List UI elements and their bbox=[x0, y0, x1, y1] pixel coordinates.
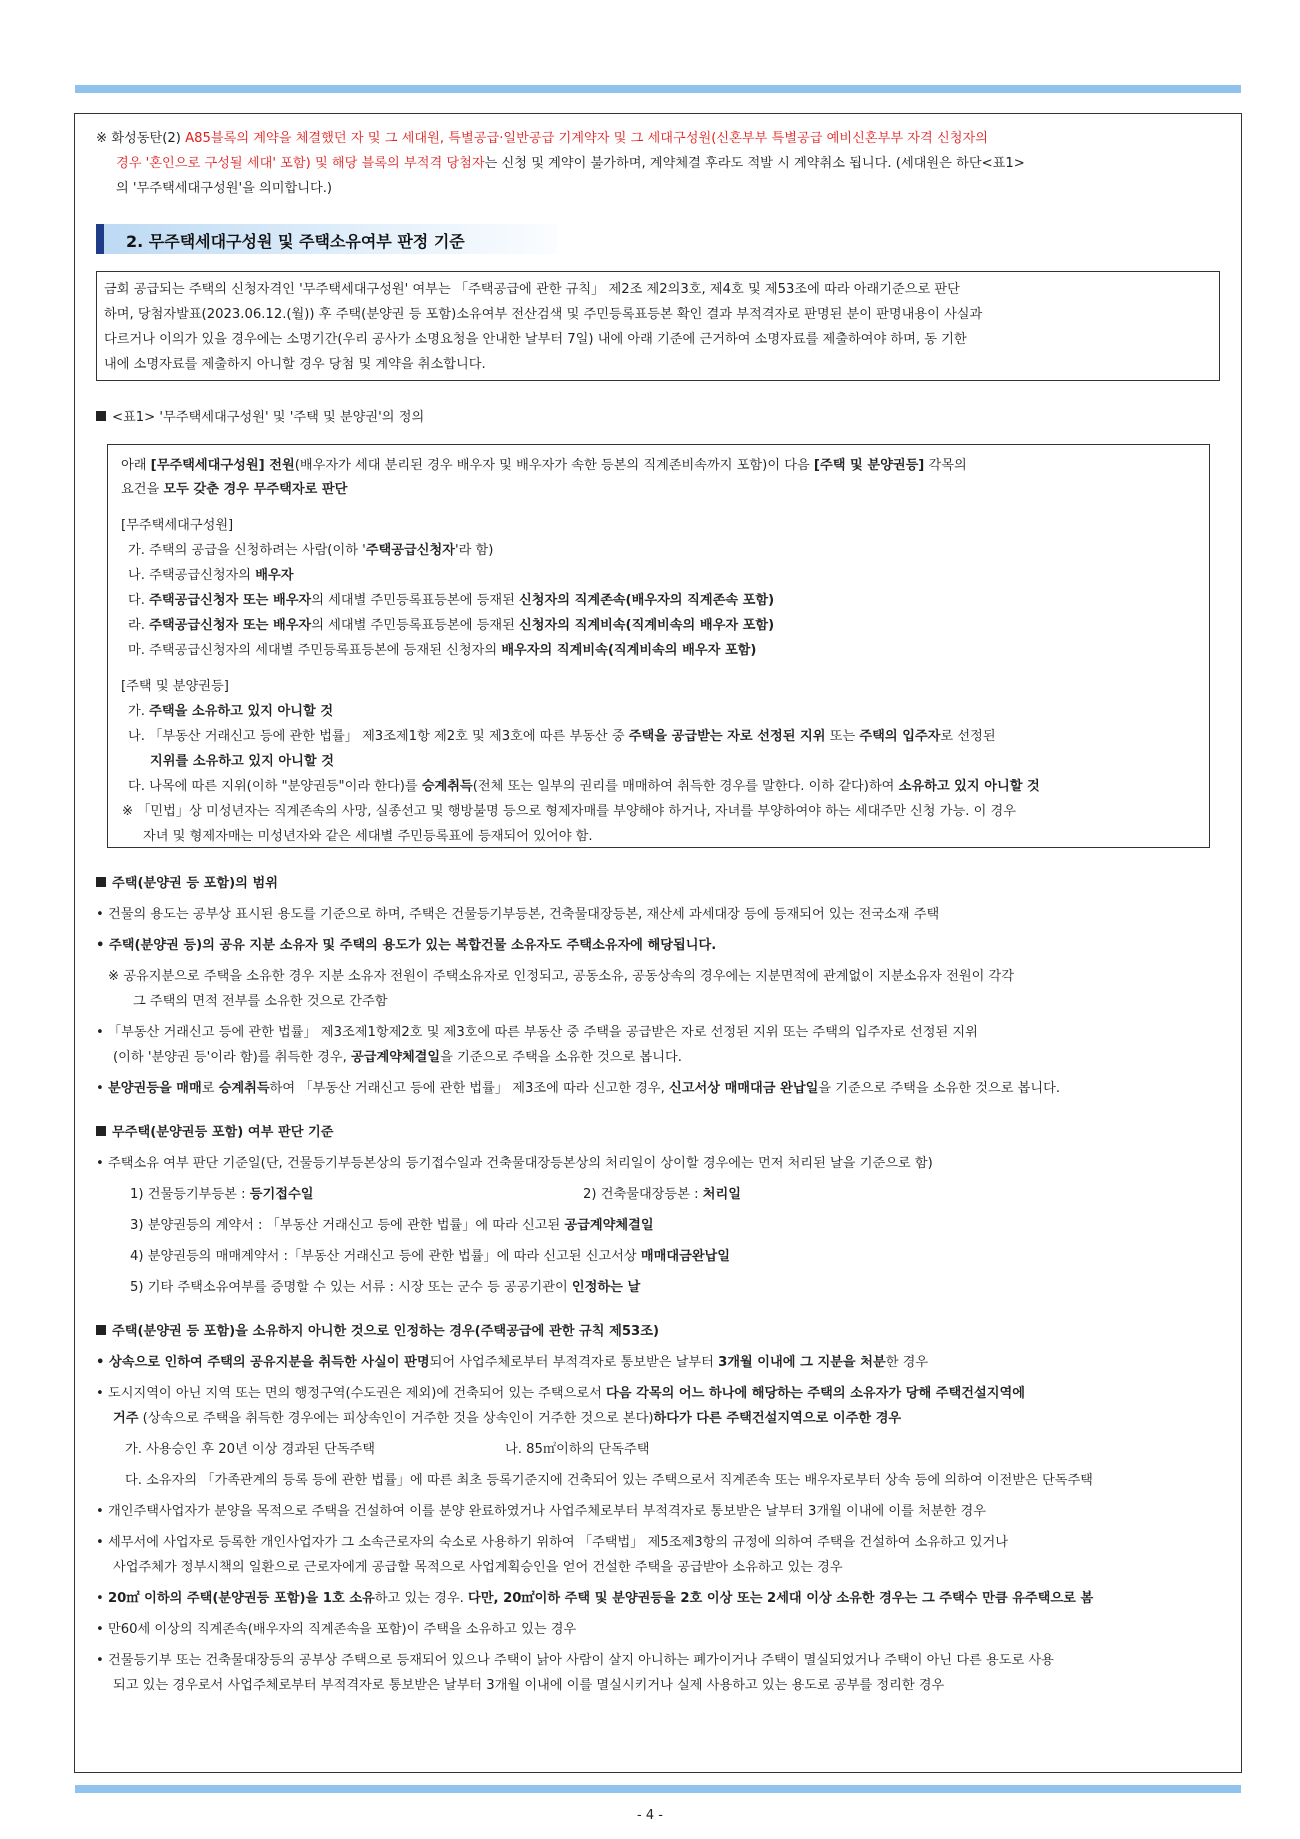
table1-subheading: [주택 및 분양권등] bbox=[121, 679, 229, 694]
notice-line-3: 의 '무주택세대구성원'을 의미합니다.) bbox=[116, 181, 333, 196]
criteria-item: 1) 건물등기부등본 : 등기접수일 bbox=[130, 1187, 314, 1202]
square-bullet-icon bbox=[96, 411, 106, 421]
exempt-bullet-cont: 사업주체가 정부시책의 일환으로 근로자에게 공급할 목적으로 사업계획승인을 얻어 건설한 주택을 공급받아 소유하고 있는 경우 bbox=[113, 1560, 843, 1575]
top-decor-bar bbox=[75, 85, 1241, 93]
criteria-bullet: • 주택소유 여부 판단 기준일(단, 건물등기부등본상의 등기접수일과 건축물대장등본상의 처리일이 상이할 경우에는 먼저 처리된 날을 기준으로 함) bbox=[96, 1156, 933, 1171]
table1-line: 요건을 모두 갖춘 경우 무주택자로 판단 bbox=[121, 482, 348, 497]
section-heading bbox=[96, 224, 558, 254]
page-number: - 4 - bbox=[637, 1808, 663, 1823]
notice-line-1: ※ 화성동탄(2) A85블록의 계약을 체결했던 자 및 그 세대원, 특별공급·일반공급 기계약자 및 그 세대구성원(신혼부부 특별공급 예비신혼부부 자격 신청자의 bbox=[96, 131, 988, 146]
bottom-decor-bar bbox=[75, 1785, 1241, 1793]
table1-item: 가. 주택을 소유하고 있지 아니할 것 bbox=[128, 704, 334, 719]
exempt-bullet: • 도시지역이 아닌 지역 또는 면의 행정구역(수도권은 제외)에 건축되어 있는 주택으로서 다음 각목의 어느 하나에 해당하는 주택의 소유자가 당해 주택건설지역에 bbox=[96, 1386, 1025, 1401]
square-bullet-icon bbox=[96, 1126, 106, 1136]
scope-bullet: • 주택(분양권 등)의 공유 지분 소유자 및 주택의 용도가 있는 복합건물 소유자도 주택소유자에 해당됩니다. bbox=[96, 938, 717, 953]
exempt-bullet-cont: 되고 있는 경우로서 사업주체로부터 부적격자로 통보받은 날부터 3개월 이내에 이를 멸실시키거나 실제 사용하고 있는 용도로 공부를 정리한 경우 bbox=[113, 1678, 945, 1693]
table1-item: 다. 나목에 따른 지위(이하 "분양권등"이라 한다)를 승계취득(전체 또는 일부의 권리를 매매하여 취득한 경우를 말한다. 이하 같다)하여 소유하고 있지 아니할 것 bbox=[128, 779, 1040, 794]
exempt-bullet: • 20㎡ 이하의 주택(분양권등 포함)을 1호 소유하고 있는 경우. 다만, 20㎡이하 주택 및 분양권등을 2호 이상 또는 2세대 이상 소유한 경우는 그 주택수 만큼 유주택으로 봄 bbox=[96, 1591, 1094, 1606]
table1-item: 다. 주택공급신청자 또는 배우자의 세대별 주민등록표등본에 등재된 신청자의 직계존속(배우자의 직계존속 포함) bbox=[128, 593, 775, 608]
exempt-heading: 주택(분양권 등 포함)을 소유하지 아니한 것으로 인정하는 경우(주택공급에 관한 규칙 제53조) bbox=[96, 1323, 659, 1341]
exempt-bullet: • 개인주택사업자가 분양을 목적으로 주택을 건설하여 이를 분양 완료하였거나 사업주체로부터 부적격자로 통보받은 날부터 3개월 이내에 이를 처분한 경우 bbox=[96, 1504, 986, 1519]
heading-mark bbox=[96, 224, 104, 254]
table1-subheading: [무주택세대구성원] bbox=[121, 518, 234, 533]
scope-bullet: • 분양권등을 매매로 승계취득하여 「부동산 거래신고 등에 관한 법률」 제3조에 따라 신고한 경우, 신고서상 매매대금 완납일을 기준으로 주택을 소유한 것으로 봅니다. bbox=[96, 1081, 1061, 1096]
criteria-heading: 무주택(분양권등 포함) 여부 판단 기준 bbox=[96, 1124, 334, 1142]
table1-item: 가. 주택의 공급을 신청하려는 사람(이하 '주택공급신청자'라 함) bbox=[128, 543, 494, 558]
intro-line: 금회 공급되는 주택의 신청자격인 '무주택세대구성원' 여부는 「주택공급에 관한 규칙」 제2조 제2의3호, 제4호 및 제53조에 따라 아래기준으로 판단 bbox=[104, 282, 960, 297]
exempt-item: 가. 사용승인 후 20년 이상 경과된 단독주택 bbox=[125, 1442, 375, 1457]
scope-note: 그 주택의 면적 전부를 소유한 것으로 간주함 bbox=[133, 994, 388, 1009]
table1-item: 라. 주택공급신청자 또는 배우자의 세대별 주민등록표등본에 등재된 신청자의 직계비속(직계비속의 배우자 포함) bbox=[128, 618, 775, 633]
table1-heading: <표1> '무주택세대구성원' 및 '주택 및 분양권'의 정의 bbox=[96, 409, 424, 427]
table1-line: 아래 [무주택세대구성원] 전원(배우자가 세대 분리된 경우 배우자 및 배우자가 속한 등본의 직계존비속까지 포함)이 다음 [주택 및 분양권등] 각목의 bbox=[121, 458, 967, 473]
square-bullet-icon bbox=[96, 877, 106, 887]
criteria-item: 4) 분양권등의 매매계약서 :「부동산 거래신고 등에 관한 법률」에 따라 신고된 신고서상 매매대금완납일 bbox=[130, 1249, 731, 1264]
table1-note: 자녀 및 형제자매는 미성년자와 같은 세대별 주민등록표에 등재되어 있어야 함. bbox=[143, 829, 593, 844]
intro-line: 다르거나 이의가 있을 경우에는 소명기간(우리 공사가 소명요청을 안내한 날부터 7일) 내에 아래 기준에 근거하여 소명자료를 제출하여야 하며, 동 기한 bbox=[104, 332, 967, 347]
scope-heading: 주택(분양권 등 포함)의 범위 bbox=[96, 875, 278, 893]
scope-bullet-cont: (이하 '분양권 등'이라 함)를 취득한 경우, 공급계약체결일을 기준으로 주택을 소유한 것으로 봅니다. bbox=[113, 1050, 682, 1065]
square-bullet-icon bbox=[96, 1325, 106, 1335]
exempt-bullet-cont: 거주 (상속으로 주택을 취득한 경우에는 피상속인이 거주한 것을 상속인이 거주한 것으로 본다)하다가 다른 주택건설지역으로 이주한 경우 bbox=[113, 1411, 902, 1426]
scope-bullet: • 건물의 용도는 공부상 표시된 용도를 기준으로 하며, 주택은 건물등기부등본, 건축물대장등본, 재산세 과세대장 등에 등재되어 있는 전국소재 주택 bbox=[96, 907, 940, 922]
criteria-item: 5) 기타 주택소유여부를 증명할 수 있는 서류 : 시장 또는 군수 등 공공기관이 인정하는 날 bbox=[130, 1280, 641, 1295]
scope-note: ※ 공유지분으로 주택을 소유한 경우 지분 소유자 전원이 주택소유자로 인정되고, 공동소유, 공동상속의 경우에는 지분면적에 관계없이 지분소유자 전원이 각각 bbox=[108, 969, 1014, 984]
exempt-item: 나. 85㎡이하의 단독주택 bbox=[505, 1442, 650, 1457]
intro-line: 내에 소명자료를 제출하지 아니할 경우 당첨 및 계약을 취소합니다. bbox=[104, 357, 486, 372]
exempt-bullet: • 만60세 이상의 직계존속(배우자의 직계존속을 포함)이 주택을 소유하고 있는 경우 bbox=[96, 1622, 577, 1637]
notice-line-2: 경우 '혼인으로 구성될 세대' 포함) 및 해당 블록의 부적격 당첨자는 신청 및 계약이 불가하며, 계약체결 후라도 적발 시 계약취소 됩니다. (세대원은 하단<표1> bbox=[116, 156, 1025, 171]
exempt-bullet: • 건물등기부 또는 건축물대장등의 공부상 주택으로 등재되어 있으나 주택이 낡아 사람이 살지 아니하는 폐가이거나 주택이 멸실되었거나 주택이 아닌 다른 용도로 사용 bbox=[96, 1653, 1054, 1668]
table1-item: 마. 주택공급신청자의 세대별 주민등록표등본에 등재된 신청자의 배우자의 직계비속(직계비속의 배우자 포함) bbox=[128, 643, 757, 658]
criteria-item: 2) 건축물대장등본 : 처리일 bbox=[583, 1187, 741, 1202]
section-title: 2. 무주택세대구성원 및 주택소유여부 판정 기준 bbox=[126, 232, 465, 251]
exempt-item: 다. 소유자의 「가족관계의 등록 등에 관한 법률」에 따른 최초 등록기준지에 건축되어 있는 주택으로서 직계존속 또는 배우자로부터 상속 등에 의하여 이전받은 단독주택 bbox=[125, 1473, 1093, 1488]
table1-item-cont: 지위를 소유하고 있지 아니할 것 bbox=[150, 754, 334, 769]
intro-line: 하며, 당첨자발표(2023.06.12.(월)) 후 주택(분양권 등 포함)소유여부 전산검색 및 주민등록표등본 확인 결과 부적격자로 판명된 분이 판명내용이 사실과 bbox=[104, 307, 983, 322]
scope-bullet: • 「부동산 거래신고 등에 관한 법률」 제3조제1항제2호 및 제3호에 따른 부동산 중 주택을 공급받은 자로 선정된 지위 또는 주택의 입주자로 선정된 지위 bbox=[96, 1025, 978, 1040]
table1-item: 나. 「부동산 거래신고 등에 관한 법률」 제3조제1항 제2호 및 제3호에 따른 부동산 중 주택을 공급받는 자로 선정된 지위 또는 주택의 입주자로 선정된 bbox=[128, 729, 996, 744]
exempt-bullet: • 상속으로 인하여 주택의 공유지분을 취득한 사실이 판명되어 사업주체로부터 부적격자로 통보받은 날부터 3개월 이내에 그 지분을 처분한 경우 bbox=[96, 1355, 929, 1370]
exempt-bullet: • 세무서에 사업자로 등록한 개인사업자가 그 소속근로자의 숙소로 사용하기 위하여 「주택법」 제5조제3항의 규정에 의하여 주택을 건설하여 소유하고 있거나 bbox=[96, 1535, 1009, 1550]
table1-item: 나. 주택공급신청자의 배우자 bbox=[128, 568, 294, 583]
criteria-item: 3) 분양권등의 계약서 : 「부동산 거래신고 등에 관한 법률」에 따라 신고된 공급계약체결일 bbox=[130, 1218, 654, 1233]
table1-note: ※ 「민법」상 미성년자는 직계존속의 사망, 실종선고 및 행방불명 등으로 형제자매를 부양해야 하거나, 자녀를 부양하여야 하는 세대주만 신청 가능. 이 경우 bbox=[122, 804, 1016, 819]
